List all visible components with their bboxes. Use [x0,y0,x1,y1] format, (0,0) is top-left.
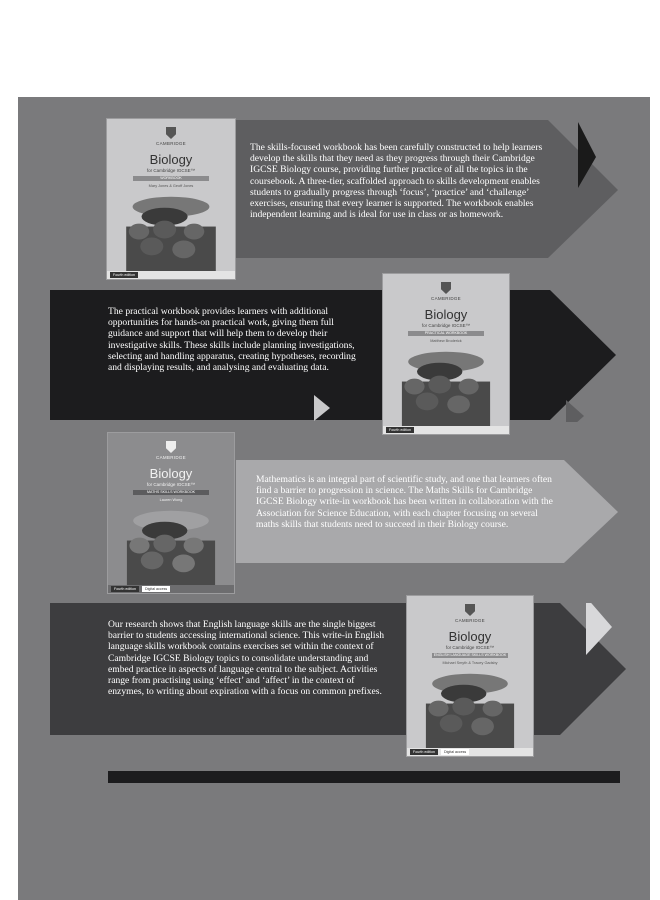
bee-illustration-icon [383,327,509,426]
maths-cover [108,433,234,593]
footer-rule [108,771,620,783]
cover-authors: Mary Jones & Geoff Jones [148,184,194,188]
bee-illustration-icon [107,172,235,271]
english-cover [407,596,533,756]
digital-access-badge: Digital access [441,749,469,755]
maths-band [236,460,620,564]
cover-title: Biology [149,466,193,481]
practical-description: The practical workbook provides learners with additional opportunities for hands-on practical work, giving them full guidance and support that will help them to develop their investigative skills. These skills include planning investigations, selecting and handling apparatus, creating hypotheses, recording and displaying results, and analysing and evaluating data. [108,306,356,374]
cover-footer [108,585,234,593]
cover-title: Biology [149,152,193,167]
cambridge-crest-icon [441,282,451,294]
cover-publisher: CAMBRIDGE [455,618,485,623]
practical-band [50,290,620,422]
cover-title: Biology [448,629,492,644]
edition-badge: Fourth edition [111,586,139,592]
cover-label: WORKBOOK [133,176,210,181]
cover-authors: Michael Smyth & Tracey Gadsby [442,661,498,665]
edition-badge: Fourth edition [386,427,414,433]
cambridge-crest-icon [166,441,176,453]
cover-footer [383,426,509,434]
edition-badge: Fourth edition [410,749,438,755]
cover-label: PRACTICAL WORKBOOK [408,331,484,336]
maths-description: Mathematics is an integral part of scientific study, and one that learners often find a barrier to progression in science. The Maths Skills for Cambridge IGCSE Biology write-in workbook has been written in collaboration with the Association for Science Education, with each chapter focusing on several maths skills that students need to succeed in their Biology course. [256,474,553,530]
cover-subtitle: for Cambridge IGCSE™ [421,323,471,328]
cover-publisher: CAMBRIDGE [156,455,186,460]
english-description: Our research shows that English language skills are the single biggest barrier to students accessing international science. This write-in English language skills workbook contains exercises set within the context of Cambridge IGCSE Biology topics to consolidate understanding and embed practice in aspects of language central to the subject. Activities range from practising using ‘effect’ and ‘affect’ in the context of enzymes, to writing about expiration with a focus on common prefixes. [108,619,385,698]
cambridge-crest-icon [465,604,475,616]
bee-illustration-icon [407,649,533,748]
digital-access-badge: Digital access [142,586,170,592]
cover-publisher: CAMBRIDGE [156,141,186,146]
cover-authors: Matthew Broderick [430,339,462,343]
cover-label: ENGLISH LANGUAGE SKILLS WORKBOOK [433,653,507,657]
cover-label: MATHS SKILLS WORKBOOK [133,490,209,495]
cover-publisher: CAMBRIDGE [431,296,461,301]
edition-badge: Fourth edition [110,272,138,278]
workbook-description: The skills-focused workbook has been carefully constructed to help learners develop the skills that they need as they progress through their Cambridge IGCSE Biology course, providing further practice of all the topics in the coursebook. A three-tier, scaffolded approach to skills development enables students to gradually progress through ‘focus’, ‘practice’ and ‘challenge’ exercises, ensuring that every learner is supported. The workbook enables independent learning and is ideal for use in class or as homework. [250,142,543,221]
cover-subtitle: for Cambridge IGCSE™ [445,645,495,650]
practical-cover [383,274,509,434]
cover-subtitle: for Cambridge IGCSE™ [146,482,196,487]
workbook-cover [107,119,235,279]
english-band [50,603,630,737]
cambridge-crest-icon [166,127,176,139]
cover-footer [407,748,533,756]
cover-title: Biology [424,307,468,322]
cover-subtitle: for Cambridge IGCSE™ [146,168,196,173]
bee-illustration-icon [108,486,234,585]
cover-footer [107,271,235,279]
cover-authors: Lauren Wong [159,498,183,502]
